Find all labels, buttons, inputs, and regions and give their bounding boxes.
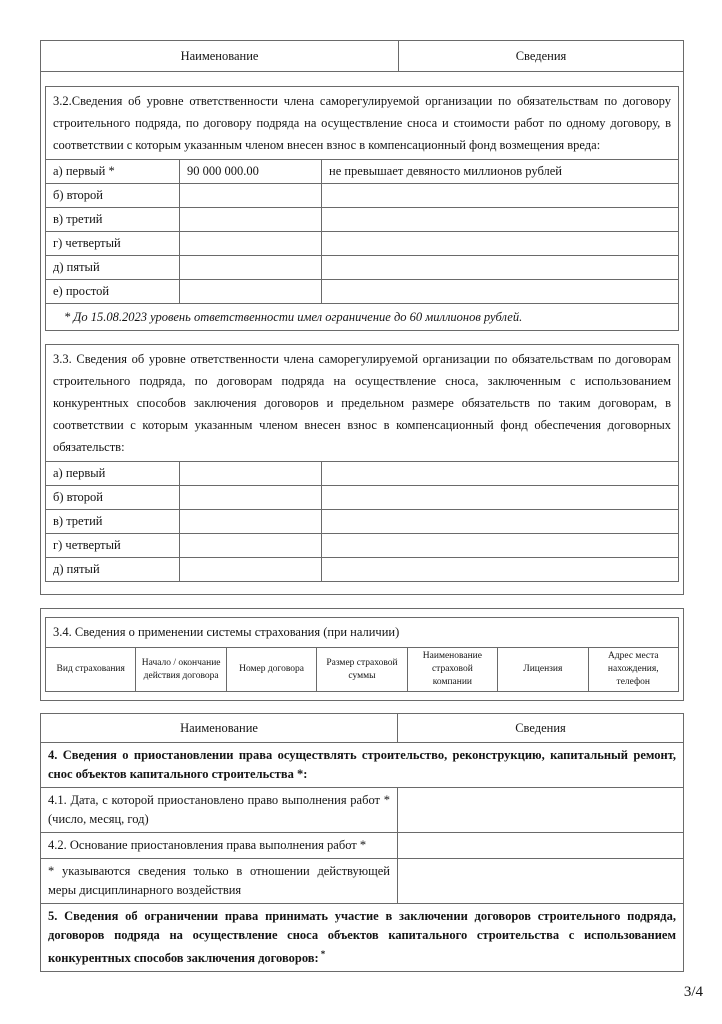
row-note	[322, 208, 679, 232]
table-row	[46, 486, 679, 510]
col-license: Лицензия	[498, 648, 588, 692]
page-number: 3/4	[683, 984, 703, 1000]
row-value	[180, 558, 322, 582]
table1-header-row	[41, 41, 683, 72]
column-header-info: Сведения	[515, 48, 567, 63]
row-value	[180, 232, 322, 256]
section-3-3-title-row	[46, 345, 679, 462]
footnote-row	[41, 859, 684, 904]
section-3-2-footnote: * До 15.08.2023 уровень ответственности имел ограничение до 60 миллионов рублей.	[46, 304, 679, 331]
table2-header-row	[41, 714, 684, 743]
col-contract-period: Начало / окончание действия договора	[136, 648, 226, 692]
row-value	[398, 788, 684, 833]
table-row	[46, 558, 679, 582]
row-value	[180, 184, 322, 208]
section-5-title-text: 5. Сведения об ограничении права принимать участие в заключении договоров строительного подряда, договоров подряда на осуществление сноса объектов капитального строительства с использованием конкурентных способов заключения договоров:	[48, 909, 676, 966]
section-3-2-title-row	[46, 87, 679, 160]
section-3-2-title: 3.2.Сведения об уровне ответственности члена саморегулируемой организации по обязательствам по договору строительного подряда, по договору подряда на осуществление сноса и стоимости работ по одному договору, в соответствии с которым указанным членом внесен взнос в компенсационный фонд возмещения вреда:	[46, 87, 679, 160]
row-value	[398, 859, 684, 904]
table-row	[46, 232, 679, 256]
row-label: д) пятый	[46, 558, 180, 582]
section-4-5-wrap	[0, 713, 722, 972]
col-insurance-type: Вид страхования	[46, 648, 136, 692]
section-3-body	[41, 72, 683, 594]
row-note	[322, 558, 679, 582]
row-value	[180, 462, 322, 486]
table-row	[46, 208, 679, 232]
table-row	[46, 256, 679, 280]
table-row	[46, 534, 679, 558]
row-note	[322, 232, 679, 256]
row-label: е) простой	[46, 280, 180, 304]
table-row	[46, 510, 679, 534]
table-row	[46, 184, 679, 208]
row-note: не превышает девяносто миллионов рублей	[322, 160, 679, 184]
row-label: б) второй	[46, 486, 180, 510]
row-value	[180, 486, 322, 510]
section-3-3-table	[45, 344, 679, 582]
insurance-columns-row	[46, 648, 679, 692]
column-header-info: Сведения	[398, 714, 684, 743]
row-label: в) третий	[46, 208, 180, 232]
table-row	[41, 788, 684, 833]
row-note	[322, 256, 679, 280]
footnote-row	[46, 304, 679, 331]
row-value	[180, 256, 322, 280]
table-row	[41, 833, 684, 859]
column-header-name: Наименование	[41, 41, 399, 71]
row-note	[322, 486, 679, 510]
row-value	[398, 833, 684, 859]
section-3-4-frame	[40, 608, 684, 701]
row-note	[322, 534, 679, 558]
row-note	[322, 510, 679, 534]
section-3-frame	[40, 40, 684, 595]
row-label: 4.2. Основание приостановления права выполнения работ *	[41, 833, 398, 859]
column-header-name: Наименование	[41, 714, 398, 743]
table-row	[46, 160, 679, 184]
row-note	[322, 184, 679, 208]
row-note	[322, 280, 679, 304]
row-label: а) первый	[46, 462, 180, 486]
row-label: г) четвертый	[46, 534, 180, 558]
row-value	[180, 280, 322, 304]
table-row	[46, 462, 679, 486]
row-value: 90 000 000.00	[180, 160, 322, 184]
row-label: б) второй	[46, 184, 180, 208]
section-3-4-title-row	[46, 618, 679, 648]
section-4-5-table	[40, 713, 684, 972]
col-insured-sum: Размер страховой суммы	[317, 648, 407, 692]
asterisk-superscript: *	[320, 949, 326, 959]
row-label: 4.1. Дата, с которой приостановлено право выполнения работ * (число, месяц, год)	[41, 788, 398, 833]
table-row	[46, 280, 679, 304]
row-label: г) четвертый	[46, 232, 180, 256]
row-value	[180, 534, 322, 558]
row-value	[180, 208, 322, 232]
col-insurer-name: Наименование страховой компании	[407, 648, 497, 692]
row-label: а) первый *	[46, 160, 180, 184]
row-label: в) третий	[46, 510, 180, 534]
col-address-phone: Адрес места нахождения, телефон	[588, 648, 678, 692]
row-label: д) пятый	[46, 256, 180, 280]
row-value	[180, 510, 322, 534]
section-3-4-table	[45, 617, 679, 692]
spacer	[45, 331, 679, 344]
section-4-footnote: * указываются сведения только в отношении действующей меры дисциплинарного воздействия	[41, 859, 398, 904]
section-3-3-title: 3.3. Сведения об уровне ответственности члена саморегулируемой организации по обязательствам по договорам строительного подряда, по договорам подряда на осуществление сноса, заключенным с использованием конкурентных способов заключения договоров и предельном размере обязательств по таким договорам, в соответствии с которым указанным членом внесен взнос в компенсационный фонд обеспечения договорных обязательств:	[46, 345, 679, 462]
section-4-title-row	[41, 743, 684, 788]
section-3-4-title: 3.4. Сведения о применении системы страхования (при наличии)	[46, 618, 679, 648]
section-3-2-table	[45, 86, 679, 331]
col-contract-number: Номер договора	[226, 648, 316, 692]
section-5-title-row	[41, 904, 684, 972]
row-note	[322, 462, 679, 486]
section-4-title: 4. Сведения о приостановлении права осуществлять строительство, реконструкцию, капитальный ремонт, снос объектов капитального строительства *:	[41, 743, 684, 788]
section-5-title	[41, 904, 684, 972]
